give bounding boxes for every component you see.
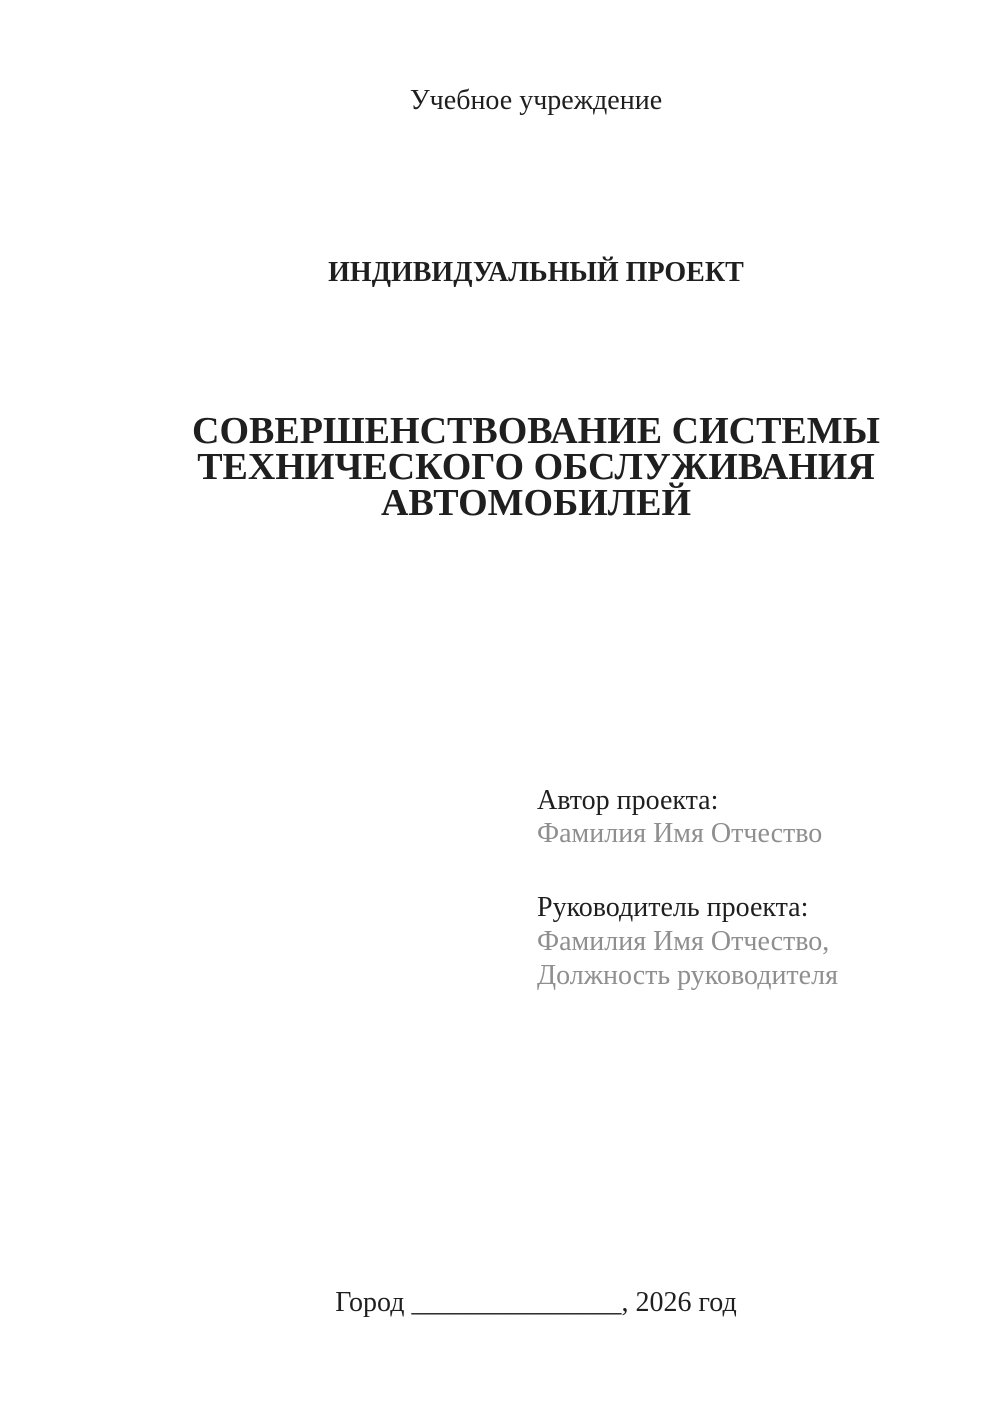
- supervisor-name-placeholder: Фамилия Имя Отчество,: [537, 926, 830, 957]
- supervisor-section: [537, 891, 838, 993]
- project-title: [143, 410, 929, 524]
- author-label: Автор проекта:: [537, 785, 719, 816]
- supervisor-position-placeholder: Должность руководителя: [537, 960, 838, 991]
- project-title-line-2: ТЕХНИЧЕСКОГО ОБСЛУЖИВАНИЯ: [197, 446, 875, 488]
- institution-line: Учебное учреждение: [409, 85, 663, 116]
- author-name-placeholder: Фамилия Имя Отчество: [537, 818, 823, 849]
- author-section: [537, 784, 822, 850]
- city-year-line: Город _______________, 2026 год: [335, 1287, 737, 1318]
- document-type-heading: ИНДИВИДУАЛЬНЫЙ ПРОЕКТ: [328, 257, 744, 288]
- project-title-line-3: АВТОМОБИЛЕЙ: [380, 482, 691, 524]
- project-title-line-1: СОВЕРШЕНСТВОВАНИЕ СИСТЕМЫ: [192, 410, 880, 452]
- supervisor-label: Руководитель проекта:: [537, 892, 809, 923]
